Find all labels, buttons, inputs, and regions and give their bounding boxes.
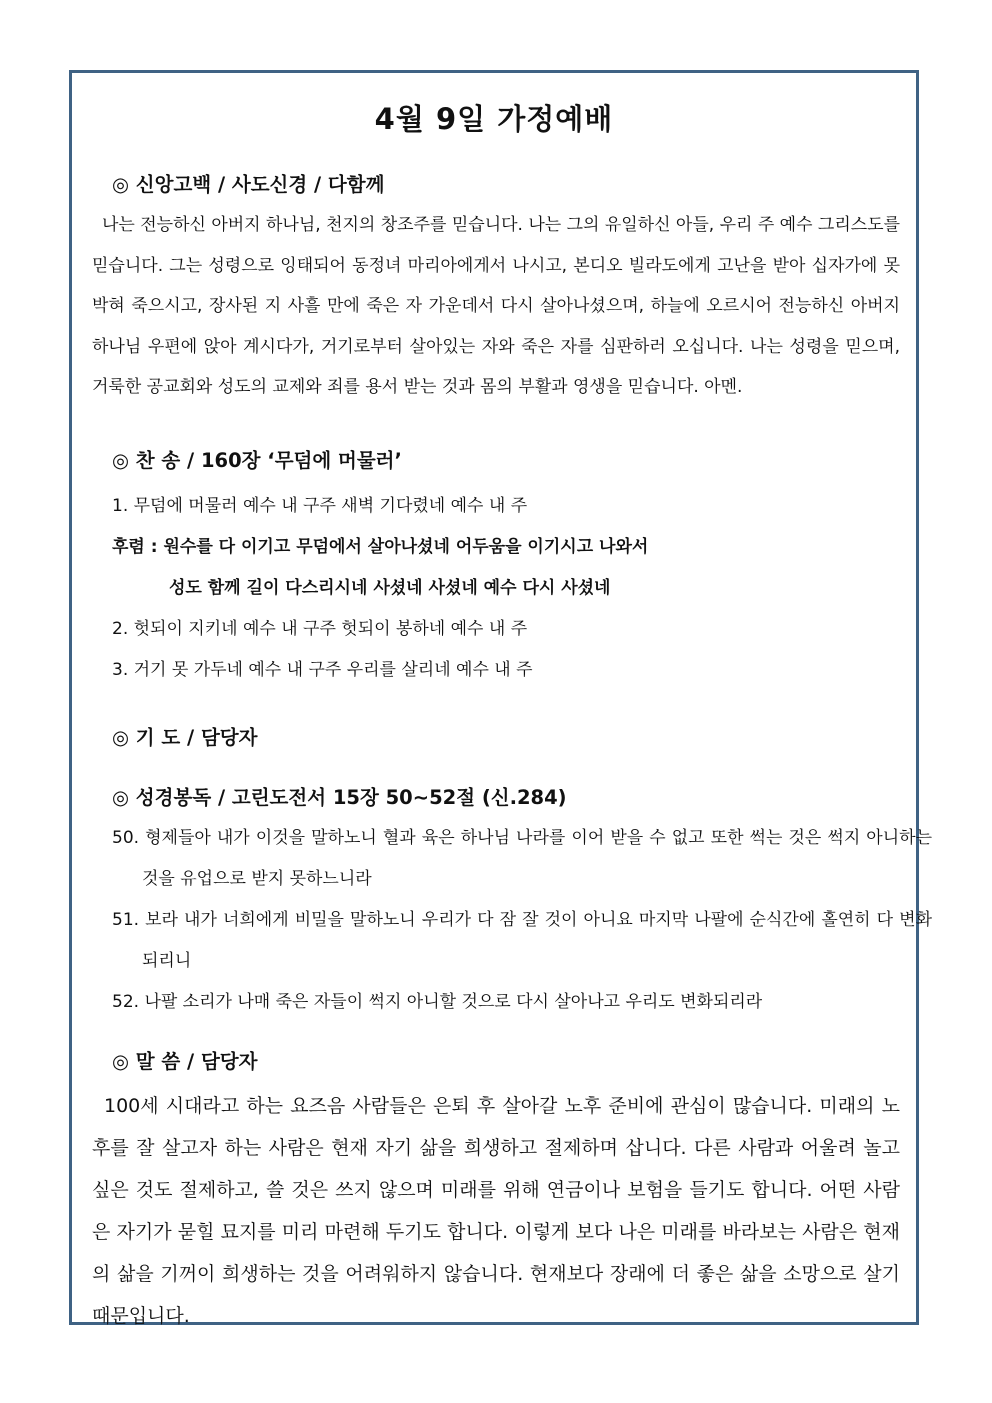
hymn-verse-2: 2. 헛되이 지키네 예수 내 구주 헛되이 봉하네 예수 내 주: [112, 619, 528, 639]
prayer-heading: ◎ 기 도 / 담당자: [112, 726, 258, 749]
hymn-chorus-line-2: 성도 함께 길이 다스리시네 사셨네 사셨네 예수 다시 사셨네: [169, 578, 611, 598]
creed-text: 나는 전능하신 아버지 하나님, 천지의 창조주를 믿습니다. 나는 그의 유일하신 아들, 우리 주 예수 그리스도를 믿습니다. 그는 성령으로 잉태되어 동정녀 마리아에게서 나시고, 본디오 빌라도에게 고난을 받아 십자가에 못 박혀 죽으시고, 장사된 지 사흘 만에 죽은 자 가운데서 다시 살아나셨으며, 하늘에 오르시어 전능하신 아버지 하나님 우편에 앉아 계시다가, 거기로부터 살아있는 자와 죽은 자를 심판하러 오십니다. 나는 성령을 믿으며, 거룩한 공교회와 성도의 교제와 죄를 용서 받는 것과 몸의 부활과 영생을 믿습니다. 아멘.: [92, 215, 901, 397]
reading-heading: ◎ 성경봉독 / 고린도전서 15장 50∼52절 (신.284): [112, 786, 567, 809]
document-frame: [69, 70, 932, 1327]
bible-verse-52: 52. 나팔 소리가 나매 죽은 자들이 썩지 아니할 것으로 다시 살아나고 우리도 변화되리라: [112, 992, 763, 1012]
sermon-heading: ◎ 말 씀 / 담당자: [112, 1050, 258, 1073]
creed-heading: ◎ 신앙고백 / 사도신경 / 다함께: [112, 173, 385, 196]
hymn-verse-3: 3. 거기 못 가두네 예수 내 구주 우리를 살리네 예수 내 주: [112, 660, 533, 680]
hymn-chorus-line-1: 후렴 : 원수를 다 이기고 무덤에서 살아나셨네 어두움을 이기시고 나와서: [112, 537, 649, 557]
bible-verse-50: 50. 형제들아 내가 이것을 말하노니 혈과 육은 하나님 나라를 이어 받을 수 없고 또한 썩는 것은 썩지 아니하는 것을 유업으로 받지 못하느니라: [112, 828, 932, 889]
page-title: 4월 9일 가정예배: [374, 102, 614, 136]
bible-verse-51: 51. 보라 내가 너희에게 비밀을 말하노니 우리가 다 잠 잘 것이 아니요 마지막 나팔에 순식간에 홀연히 다 변화되리니: [112, 910, 932, 971]
hymn-heading: ◎ 찬 송 / 160장 ‘무덤에 머물러’: [112, 449, 402, 472]
sermon-text: 100세 시대라고 하는 요즈음 사람들은 은퇴 후 살아갈 노후 준비에 관심이 많습니다. 미래의 노후를 잘 살고자 하는 사람은 현재 자기 삶을 희생하고 절제하며 삽니다. 다른 사람과 어울려 놀고 싶은 것도 절제하고, 쓸 것은 쓰지 않으며 미래를 위해 연금이나 보험을 들기도 합니다. 어떤 사람은 자기가 묻힐 묘지를 미리 마련해 두기도 합니다. 이렇게 보다 나은 미래를 바라보는 사람은 현재의 삶을 기꺼이 희생하는 것을 어려워하지 않습니다. 현재보다 장래에 더 좋은 삶을 소망으로 살기 때문입니다.: [92, 1095, 900, 1327]
hymn-verse-1: 1. 무덤에 머물러 예수 내 구주 새벽 기다렸네 예수 내 주: [112, 496, 528, 516]
